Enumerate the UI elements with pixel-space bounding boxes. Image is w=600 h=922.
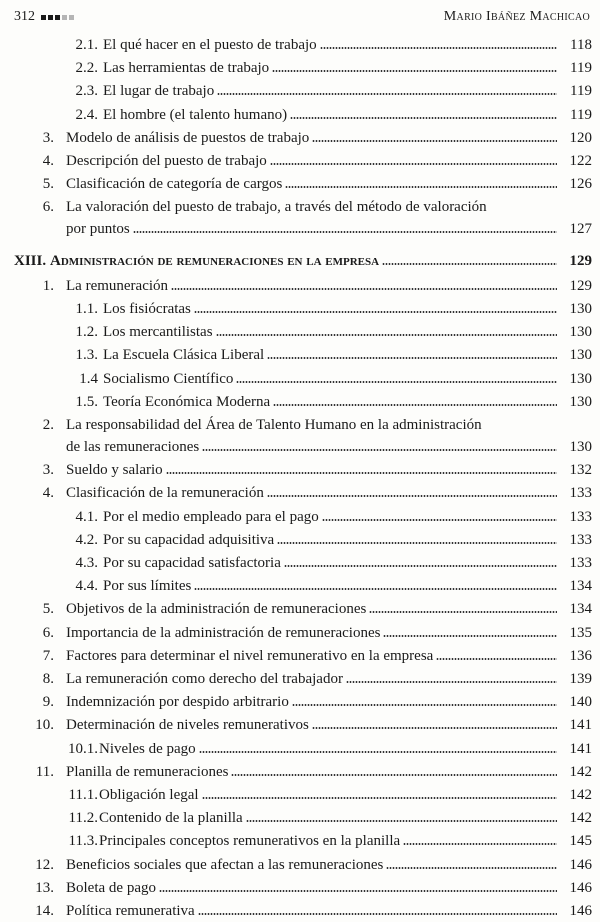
toc-entry-page: 141 [569,717,592,734]
toc-entry-number: 1.5. [75,393,98,410]
toc-entry-page: 130 [569,324,592,341]
dot-leader [246,819,557,823]
dot-leader [166,471,557,475]
toc-entry-page: 130 [569,347,592,364]
toc-entry-page: 126 [569,176,592,193]
dot-leader [322,518,557,522]
toc-entry-number: 2.4. [75,106,98,123]
dot-leader [273,403,557,407]
dot-leader [194,587,557,591]
toc-entry-number: 2.3. [75,83,98,100]
toc-entry-number: 13. [35,879,54,896]
dot-leader [236,380,557,384]
dot-leader [403,842,557,846]
toc-entry-page: 127 [569,221,592,238]
toc-entry-title: Modelo de análisis de puestos de trabajo [66,129,310,146]
toc-entry-number: 1.4 [79,370,98,387]
toc-entry-number: 6. [42,199,54,216]
toc-entry-number: 1.2. [75,324,98,341]
toc-entry-number: 5. [42,601,54,618]
toc-entry-title: Planilla de remuneraciones [66,763,229,780]
toc-entry-number: 3. [42,129,54,146]
toc-entry-number: 8. [42,671,54,687]
toc-entry-page: 119 [570,106,592,123]
toc-entry-title: Clasificación de categoría de cargos [66,176,283,193]
toc-entry-number: 4.1. [75,508,98,525]
dot-leader [382,262,557,266]
toc-entry-number: 6. [42,624,54,641]
toc-entry-title: Determinación de niveles remunerativos [66,717,309,734]
toc-entry-title: por puntos [66,221,130,238]
toc-entry-page: 146 [569,879,592,896]
dot-leader [171,287,557,291]
toc-entry-title: Por su capacidad satisfactoria [103,555,281,571]
toc-entry-title: El qué hacer en el puesto de trabajo [103,37,317,53]
toc-entry-page: 134 [569,601,592,618]
toc-entry-number: 7. [42,647,54,664]
toc-entry-page: 141 [569,740,592,757]
toc-entry-title: Teoría Económica Moderna [103,393,271,410]
toc-entry-title: Política remunerativa [66,903,195,919]
toc-entry-title: Por sus límites [103,578,192,595]
toc-entry-page: 129 [569,252,592,269]
toc-entry-number: 9. [42,694,54,711]
toc-entry-number: 10.1. [68,740,98,757]
toc-entry-number: 4. [42,485,54,502]
toc-entry-number: 11.1. [68,787,98,803]
toc-entry-title: Por el medio empleado para el pago [103,508,319,525]
dot-leader [202,448,557,452]
toc-entry-title: Obligación legal [99,787,199,803]
toc-entry-number: 1.1. [75,301,98,317]
page-number: 312 [14,9,35,24]
toc-entry-number: 4. [42,153,54,169]
toc-entry-title: El hombre (el talento humano) [103,106,288,123]
toc-entry-page: 122 [569,153,592,169]
dot-leader [312,726,557,730]
toc-entry-number: 2.2. [75,60,98,77]
toc-entry-number: 4.2. [75,531,98,548]
toc-entry-title: El lugar de trabajo [103,83,215,100]
toc-entry-page: 130 [569,370,592,387]
dot-leader [270,162,557,166]
toc-entry-title: Clasificación de la remuneración [66,485,264,502]
dot-leader [290,116,557,120]
toc-entry-number: 3. [42,462,54,479]
toc-entry-title: Las herramientas de trabajo [103,60,270,77]
dot-leader [386,866,557,870]
toc-entry-title: Beneficios sociales que afectan a las remuneraciones [66,856,384,873]
toc-entry-title: Administración de remuneraciones en la empresa [50,252,380,269]
dot-leader [199,750,557,754]
toc-entry-page: 119 [570,83,592,100]
toc-entry-number: 11.2. [68,810,98,827]
dot-leader [159,889,557,893]
toc-entry-number: 4.3. [75,555,98,571]
toc-entry-title-line: La valoración del puesto de trabajo, a través del método de valoración [66,199,487,216]
toc-entry-page: 145 [569,833,592,850]
toc-entry-page: 133 [569,485,592,502]
toc-entry-page: 119 [570,60,592,77]
toc-entry-number: 11.3. [68,833,98,850]
toc-entry-title: Por su capacidad adquisitiva [103,531,275,548]
toc-entry-page: 129 [569,277,592,294]
toc-entry-page: 118 [570,37,592,53]
toc-entry-page: 146 [569,856,592,873]
toc-entry-page: 133 [569,531,592,548]
toc-entry-page: 133 [569,555,592,571]
dot-leader [369,610,557,614]
toc-entry-title: La remuneración [66,277,169,294]
toc-entry-number: 5. [42,176,54,193]
toc-entry-title: La Escuela Clásica Liberal [103,347,265,364]
toc-entry-number: 2. [42,417,54,433]
toc-entry-title: Importancia de la administración de remuneraciones [66,624,381,641]
decorative-squares-icon [41,15,74,20]
toc-entry-title: Niveles de pago [99,740,196,757]
toc-entry-title: Objetivos de la administración de remuneraciones [66,601,367,618]
toc-entry-number: XIII. [14,252,47,269]
toc-entry-page: 146 [569,903,592,919]
toc-entry-page: 139 [569,671,592,687]
toc-entry-page: 142 [569,763,592,780]
dot-leader [194,310,557,314]
dot-leader [383,634,557,638]
toc-entry-page: 136 [569,647,592,664]
toc-entry-number: 1.3. [75,347,98,364]
dot-leader [292,703,557,707]
dot-leader [284,564,557,568]
toc-entry-page: 142 [569,810,592,827]
running-header [14,6,590,28]
dot-leader [216,333,557,337]
toc-entry-page: 130 [569,393,592,410]
toc-entry-page: 140 [569,694,592,711]
toc-entry-page: 142 [569,787,592,803]
dot-leader [320,46,557,50]
toc-entry-page: 134 [569,578,592,595]
toc-entry-title: Socialismo Científico [103,370,234,387]
toc-entry-page: 130 [569,301,592,317]
toc-entry-number: 2.1. [75,37,98,53]
dot-leader [267,494,557,498]
toc-entry-title: Los mercantilistas [103,324,213,341]
dot-leader [312,139,557,143]
toc-entry-page: 120 [569,129,592,146]
dot-leader [133,230,557,234]
dot-leader [277,541,557,545]
dot-leader [267,356,557,360]
toc-entry-page: 133 [569,508,592,525]
toc-entry-page: 130 [569,439,592,455]
toc-entry-title: Los fisiócratas [103,301,191,317]
toc-entry-title: Factores para determinar el nivel remunerativo en la empresa [66,647,434,664]
toc-entry-number: 1. [42,277,54,294]
toc-entry-title: Indemnización por despido arbitrario [66,694,289,711]
toc-entry-title: La remuneración como derecho del trabajador [66,671,343,687]
toc-entry-page: 135 [569,624,592,641]
toc-entry-number: 14. [35,903,54,919]
toc-entry-title: Sueldo y salario [66,462,163,479]
toc-entry-number: 10. [35,717,54,734]
toc-entry-title: Principales conceptos remunerativos en la planilla [99,833,401,850]
toc-entry-number: 12. [35,856,54,873]
toc-entry-number: 4.4. [75,578,98,595]
dot-leader [198,912,557,916]
dot-leader [285,185,557,189]
dot-leader [217,92,557,96]
toc-entry-title: Contenido de la planilla [99,810,243,827]
toc-entry-number: 11. [35,763,54,780]
dot-leader [231,773,557,777]
author-name: Mario Ibáñez Machicao [443,9,590,24]
toc-entry-title: de las remuneraciones [66,439,200,455]
toc-entry-title-line: La responsabilidad del Área de Talento Humano en la administración [66,417,482,433]
dot-leader [272,69,557,73]
toc-entry-page: 132 [569,462,592,479]
toc-entry-title: Boleta de pago [66,879,156,896]
toc-entry-title: Descripción del puesto de trabajo [66,153,267,169]
dot-leader [346,680,557,684]
dot-leader [436,657,557,661]
dot-leader [202,796,557,800]
